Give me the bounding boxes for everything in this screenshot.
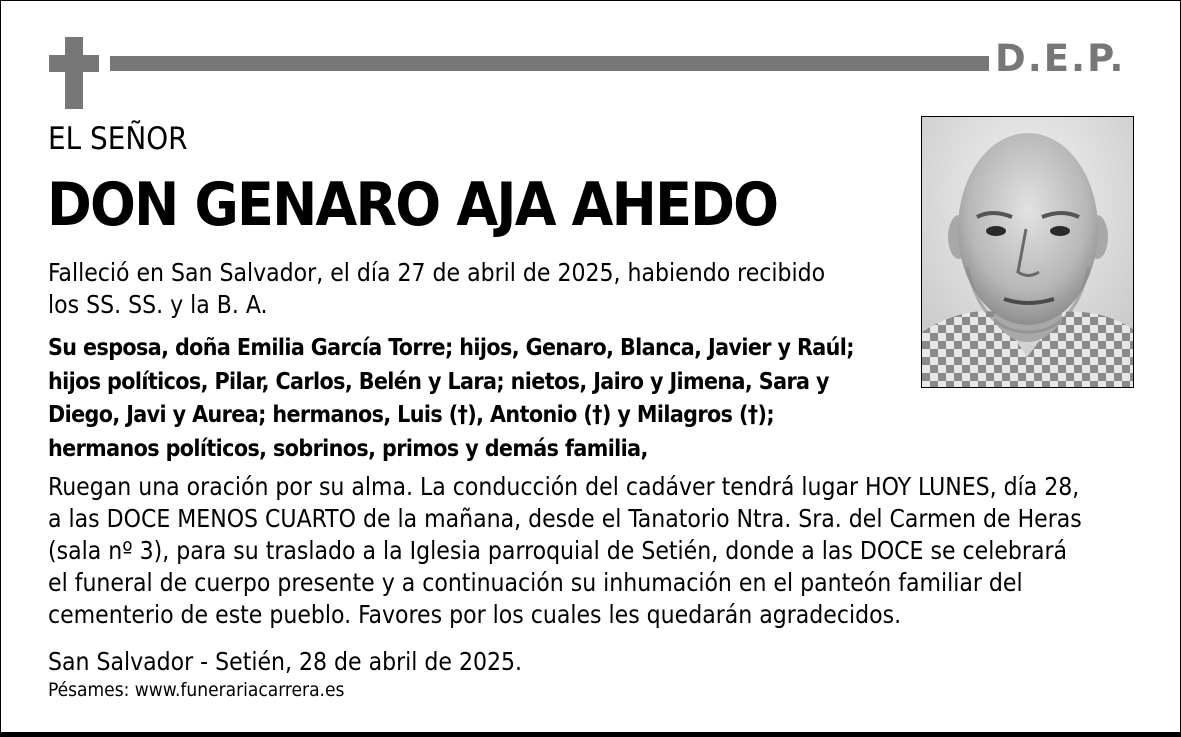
portrait-illustration: [922, 117, 1133, 387]
death-notice: Falleció en San Salvador, el día 27 de abril de 2025, habiendo recibido los SS. SS. y la B. A.: [48, 258, 826, 319]
place-date: San Salvador - Setién, 28 de abril de 2025.: [48, 647, 523, 676]
portrait-photo: [921, 116, 1134, 388]
deceased-name: DON GENARO AJA AHEDO: [47, 170, 778, 240]
service-details: Ruegan una oración por su alma. La conducción del cadáver tendrá lugar HOY LUNES, día 28, a las DOCE MENOS CUARTO de la mañana, desde el Tanatorio Ntra. Sra. del Carmen de Heras (sala nº 3), para su traslado a la Iglesia parroquial de Setién, donde a las DOCE se celebrará el funeral de cuerpo presente y a continuación su inhumación en el panteón familiar del cementerio de este pueblo. Favores por los cuales les quedarán agradecidos.: [48, 472, 1082, 629]
header-rule: [110, 56, 989, 71]
cross-icon: [49, 37, 99, 109]
honorific: EL SEÑOR: [48, 121, 188, 157]
dep-label: D.E.P.: [995, 37, 1126, 80]
condolences-line: Pésames: www.funerariacarrera.es: [48, 679, 345, 701]
family-list: Su esposa, doña Emilia García Torre; hijos, Genaro, Blanca, Javier y Raúl; hijos políticos, Pilar, Carlos, Belén y Lara; nietos, Jairo y Jimena, Sara y Diego, Javi y Aurea; hermanos, Luis (†), Antonio (†) y Milagros (†); hermanos políticos, sobrinos, primos y demás familia,: [48, 335, 854, 462]
